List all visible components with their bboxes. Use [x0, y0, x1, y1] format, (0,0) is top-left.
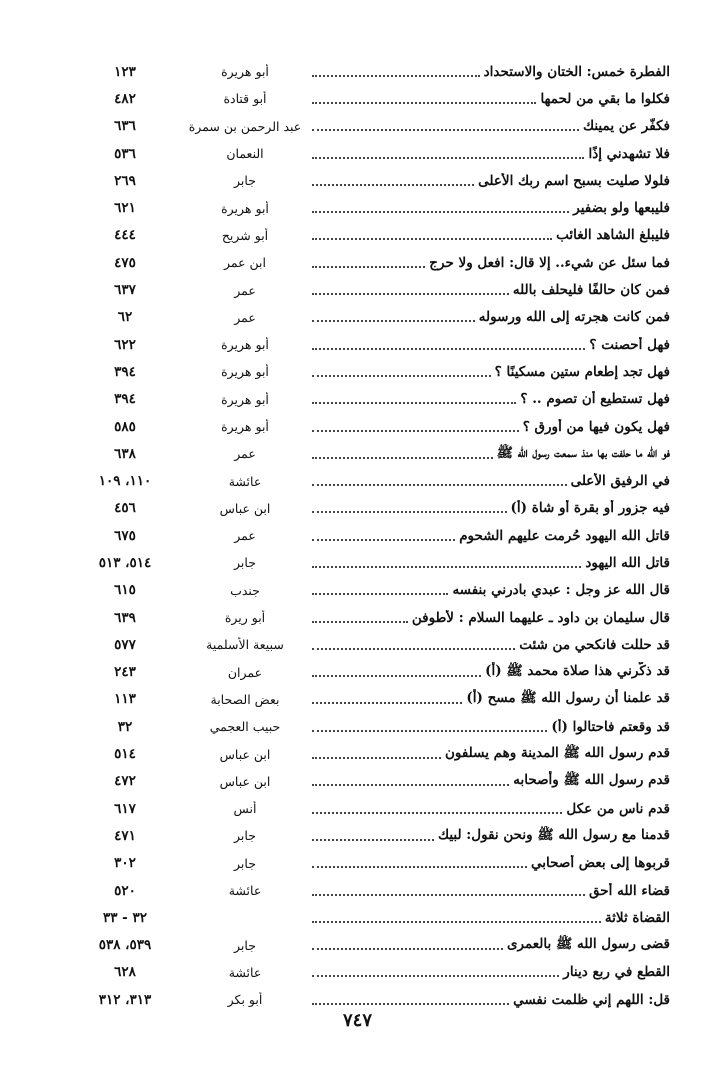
index-row	[70, 932, 670, 959]
dot-leader	[312, 648, 515, 650]
hadith-text: قدمنا مع رسول الله ﷺ ونحن نقول: لبيك	[437, 826, 670, 843]
dot-leader	[312, 402, 516, 404]
hadith-text: قدم رسول الله ﷺ وأصحابه	[513, 772, 670, 789]
dot-leader	[312, 511, 507, 513]
index-row	[70, 877, 670, 904]
dot-leader	[312, 675, 481, 677]
index-row	[70, 358, 670, 385]
narrator-name: جندب	[230, 582, 260, 598]
index-row	[70, 577, 670, 604]
index-row	[70, 959, 670, 986]
page-reference: ٥٨٥	[114, 418, 136, 435]
index-row	[70, 222, 670, 249]
index-row	[70, 113, 670, 140]
hadith-text: فليبلغ الشاهد الغائب	[556, 227, 670, 244]
page-reference: ٤٧٥	[114, 254, 136, 271]
hadith-text-cell	[310, 200, 670, 216]
hadith-text: قدم رسول الله ﷺ المدينة وهم يسلفون	[444, 745, 670, 762]
page-reference: ١١٣	[114, 691, 136, 708]
hadith-text: فكفّر عن يمينك	[582, 118, 670, 135]
narrator-name: عائشة	[228, 883, 262, 899]
dot-leader	[312, 566, 581, 568]
dot-leader	[312, 975, 559, 977]
index-row	[70, 249, 670, 276]
page-reference: ٣١٣، ٣١٢	[98, 991, 152, 1008]
narrator-name: عائشة	[228, 473, 262, 489]
hadith-text-cell	[310, 528, 670, 544]
page-reference: ٢٦٩	[114, 172, 136, 189]
index-row	[70, 331, 670, 358]
hadith-text-cell	[310, 227, 670, 243]
narrator-name: عبد الرحمن بن سمرة	[188, 118, 302, 134]
hadith-text: فكلوا ما بقي من لحمها	[540, 90, 670, 107]
hadith-text-cell	[310, 744, 670, 764]
page-reference: ٣٢ - ٣٣	[102, 909, 148, 926]
narrator-name: جابر	[234, 937, 256, 953]
page-reference: ٣٩٤	[114, 391, 136, 408]
index-row	[70, 386, 670, 413]
page-reference: ٦٣٩	[114, 609, 136, 626]
hadith-text: في الرفيق الأعلى	[570, 473, 670, 490]
dot-leader	[312, 702, 462, 704]
narrator-name: أبو هريرة	[221, 337, 269, 353]
page-reference: ٦١٥	[114, 582, 136, 599]
index-row	[70, 194, 670, 221]
dot-leader	[312, 348, 585, 350]
dot-leader	[312, 129, 579, 131]
hadith-text: قضاء الله أحق	[589, 882, 670, 899]
hadith-text: فليبعها ولو بضفير	[573, 200, 670, 217]
page-reference: ٥١٤، ٥١٣	[98, 554, 152, 571]
hadith-text-cell	[310, 337, 670, 353]
hadith-text-cell	[310, 419, 670, 435]
narrator-name: أنس	[233, 801, 257, 817]
hadith-text: قربوها إلى بعض أصحابي	[531, 855, 670, 872]
narrator-name: النعمان	[226, 146, 264, 162]
hadith-text-cell	[310, 662, 670, 682]
index-row	[70, 167, 670, 194]
hadith-text: فهل تستطيع أن تصوم .. ؟	[520, 391, 670, 408]
hadith-text-cell	[310, 992, 670, 1008]
hadith-text: قدم ناس من عكل	[566, 800, 670, 817]
dot-leader	[312, 430, 519, 432]
index-row	[70, 659, 670, 686]
hadith-text-cell	[310, 364, 670, 380]
hadith-text: فلولا صليت بسبح اسم ربك الأعلى	[478, 172, 670, 189]
index-row	[70, 904, 670, 931]
narrator-name: أبو بكر	[227, 992, 263, 1008]
dot-leader	[312, 839, 434, 841]
hadith-text-cell	[310, 883, 670, 899]
page-reference: ٥١٤	[114, 746, 136, 763]
index-row	[70, 604, 670, 631]
narrator-name: عمر	[234, 309, 256, 325]
page-reference: ٥٣٩، ٥٣٨	[98, 937, 152, 954]
narrator-name: ابن عباس	[219, 746, 271, 762]
dot-leader	[312, 293, 509, 295]
index-row	[70, 276, 670, 303]
page-reference: ١١٠، ١٠٩	[98, 473, 152, 490]
index-row	[70, 795, 670, 822]
hadith-text: قد ذكّرني هذا صلاة محمد ﷺ (أ)	[485, 663, 670, 680]
narrator-name: أبو ريرة	[224, 610, 266, 626]
index-row	[70, 440, 670, 467]
index-row	[70, 549, 670, 576]
narrator-name: أبو قتادة	[223, 91, 267, 107]
page-reference: ٦٣٦	[114, 118, 136, 135]
dot-leader	[312, 157, 584, 159]
narrator-name: عمر	[234, 282, 256, 298]
narrator-name: أبو هريرة	[221, 364, 269, 380]
dot-leader	[312, 211, 569, 213]
dot-leader	[312, 921, 601, 923]
page-reference: ٦٢١	[114, 200, 136, 217]
index-row	[70, 631, 670, 658]
page-reference: ٥٧٧	[114, 636, 136, 653]
narrator-name: حبيب العجمي	[209, 719, 281, 735]
dot-leader	[312, 484, 567, 486]
narrator-name: جابر	[234, 828, 256, 844]
index-row	[70, 713, 670, 740]
hadith-text: قضى رسول الله ﷺ بالعمرى	[506, 936, 670, 953]
page-reference: ٤٨٢	[114, 90, 136, 107]
page-reference: ١٢٣	[114, 63, 136, 80]
narrator-name: ابن عباس	[219, 500, 271, 516]
hadith-text-cell	[310, 910, 670, 926]
narrator-name: أبو هريرة	[221, 419, 269, 434]
hadith-text-cell	[310, 719, 670, 735]
hadith-text-cell	[310, 309, 670, 325]
hadith-text: فو الله ما حلفت بها منذ سمعت رسول الله ﷺ	[496, 444, 670, 461]
hadith-text: فيه جزور أو بقرة أو شاة (أ)	[510, 500, 670, 517]
hadith-index-list	[70, 58, 670, 1013]
index-row	[70, 522, 670, 549]
hadith-text-cell	[310, 118, 670, 134]
page-reference: ٦٢	[117, 309, 133, 326]
index-row	[70, 822, 670, 849]
hadith-text-cell	[310, 282, 670, 298]
hadith-text-cell	[310, 964, 670, 980]
index-row	[70, 85, 670, 112]
narrator-name: أبو هريرة	[221, 200, 269, 216]
narrator-name: أبو هريرة	[221, 64, 269, 80]
dot-leader	[312, 102, 536, 104]
dot-leader	[312, 621, 408, 623]
hadith-text: قد علمنا أن رسول الله ﷺ مسح (أ)	[466, 690, 670, 707]
narrator-name: جابر	[234, 555, 256, 571]
hadith-text-cell	[310, 801, 670, 817]
hadith-text: الفطرة خمس: الختان والاستحداد	[483, 63, 670, 80]
index-row	[70, 413, 670, 440]
hadith-text: قاتل الله اليهود حُرمت عليهم الشحوم	[459, 527, 670, 544]
page-reference: ٦١٧	[114, 800, 136, 817]
dot-leader	[312, 457, 493, 459]
index-row	[70, 686, 670, 713]
page-reference: ٤٥٦	[114, 500, 136, 517]
narrator-name: عمر	[234, 528, 256, 544]
hadith-text: القطع في ربع دينار	[563, 964, 670, 981]
narrator-name: أبو هريرة	[221, 391, 269, 407]
page-reference: ٣٩٤	[114, 363, 136, 380]
index-row	[70, 467, 670, 494]
hadith-text-cell	[310, 826, 670, 846]
index-row	[70, 850, 670, 877]
dot-leader	[312, 730, 547, 732]
index-row	[70, 304, 670, 331]
hadith-text: فهل تجد إطعام ستين مسكينًا ؟	[494, 363, 670, 380]
dot-leader	[312, 894, 585, 896]
hadith-text-cell	[310, 610, 670, 626]
narrator-name: جابر	[234, 855, 256, 871]
dot-leader	[312, 266, 425, 268]
hadith-text-cell	[310, 64, 670, 80]
dot-leader	[312, 375, 491, 377]
index-row	[70, 768, 670, 795]
narrator-name: بعض الصحابة	[210, 691, 280, 707]
dot-leader	[312, 320, 475, 322]
hadith-text: القضاة ثلاثة	[604, 909, 670, 926]
page-reference: ٣٢	[117, 718, 133, 735]
dot-leader	[312, 593, 448, 595]
narrator-name: عائشة	[228, 964, 262, 980]
hadith-text: قال سليمان بن داود ـ عليهما السلام : لأطوفن	[411, 609, 670, 626]
narrator-name: جابر	[234, 173, 256, 189]
hadith-text: قد وقعتم فاحتالوا (أ)	[551, 718, 670, 735]
hadith-text-cell	[310, 689, 670, 709]
page-reference: ٦٣٨	[114, 445, 136, 462]
index-row	[70, 140, 670, 167]
page-reference: ٦٢٢	[114, 336, 136, 353]
dot-leader	[312, 866, 527, 868]
hadith-text-cell	[310, 146, 670, 162]
hadith-text-cell	[310, 935, 670, 955]
hadith-text-cell	[310, 173, 670, 189]
hadith-text-cell	[310, 500, 670, 516]
page-reference: ٤٧١	[114, 827, 136, 844]
hadith-text: قد حللت فانكحي من شئت	[519, 636, 670, 653]
dot-leader	[312, 75, 480, 77]
dot-leader	[312, 784, 509, 786]
hadith-text: فلا تشهدني إذًا	[588, 145, 670, 162]
hadith-text: قاتل الله اليهود	[585, 554, 670, 571]
hadith-text-cell	[310, 255, 670, 271]
hadith-text-cell	[310, 391, 670, 407]
hadith-text-cell	[310, 91, 670, 107]
hadith-text-cell	[310, 444, 670, 464]
page-reference: ٦٣٧	[114, 282, 136, 299]
narrator-name: عمر	[234, 446, 256, 462]
index-row	[70, 740, 670, 767]
dot-leader	[312, 184, 474, 186]
hadith-text: فما سئل عن شيء.. إلا قال: افعل ولا حرج	[429, 254, 670, 271]
narrator-name: ابن عباس	[219, 773, 271, 789]
page-reference: ٦٧٥	[114, 527, 136, 544]
hadith-text-cell	[310, 582, 670, 598]
index-row	[70, 58, 670, 85]
page-reference: ٤٤٤	[114, 227, 136, 244]
dot-leader	[312, 812, 562, 814]
hadith-text: فمن كان حالفًا فليحلف بالله	[512, 282, 670, 299]
dot-leader	[312, 757, 441, 759]
page-reference: ٤٧٢	[114, 773, 136, 790]
dot-leader	[312, 238, 552, 240]
page-reference: ٣٠٢	[114, 855, 136, 872]
hadith-text: فهل يكون فيها من أورق ؟	[522, 418, 670, 435]
page-number: ٧٤٧	[342, 1010, 372, 1031]
hadith-text-cell	[310, 473, 670, 489]
hadith-text-cell	[310, 855, 670, 871]
hadith-text-cell	[310, 637, 670, 653]
page-reference: ٦٢٨	[114, 964, 136, 981]
dot-leader	[312, 948, 503, 950]
hadith-text: فهل أحصنت ؟	[589, 336, 670, 353]
page-reference: ٥٣٦	[114, 145, 136, 162]
narrator-name: أبو شريح	[221, 227, 269, 243]
hadith-text: قال الله عز وجل : عبدي بادرني بنفسه	[452, 582, 670, 599]
hadith-text: فمن كانت هجرته إلى الله ورسوله	[478, 309, 670, 326]
dot-leader	[312, 539, 455, 541]
index-row	[70, 495, 670, 522]
hadith-text-cell	[310, 555, 670, 571]
narrator-name: عمران	[227, 664, 263, 680]
page-reference: ٢٤٣	[114, 664, 136, 681]
narrator-name: سبيعة الأسلمية	[206, 637, 284, 653]
page-reference: ٥٢٠	[114, 882, 136, 899]
narrator-name: ابن عمر	[223, 255, 267, 271]
dot-leader	[312, 1003, 509, 1005]
hadith-text: قل: اللهم إني ظلمت نفسي	[513, 991, 670, 1008]
hadith-text-cell	[310, 771, 670, 791]
